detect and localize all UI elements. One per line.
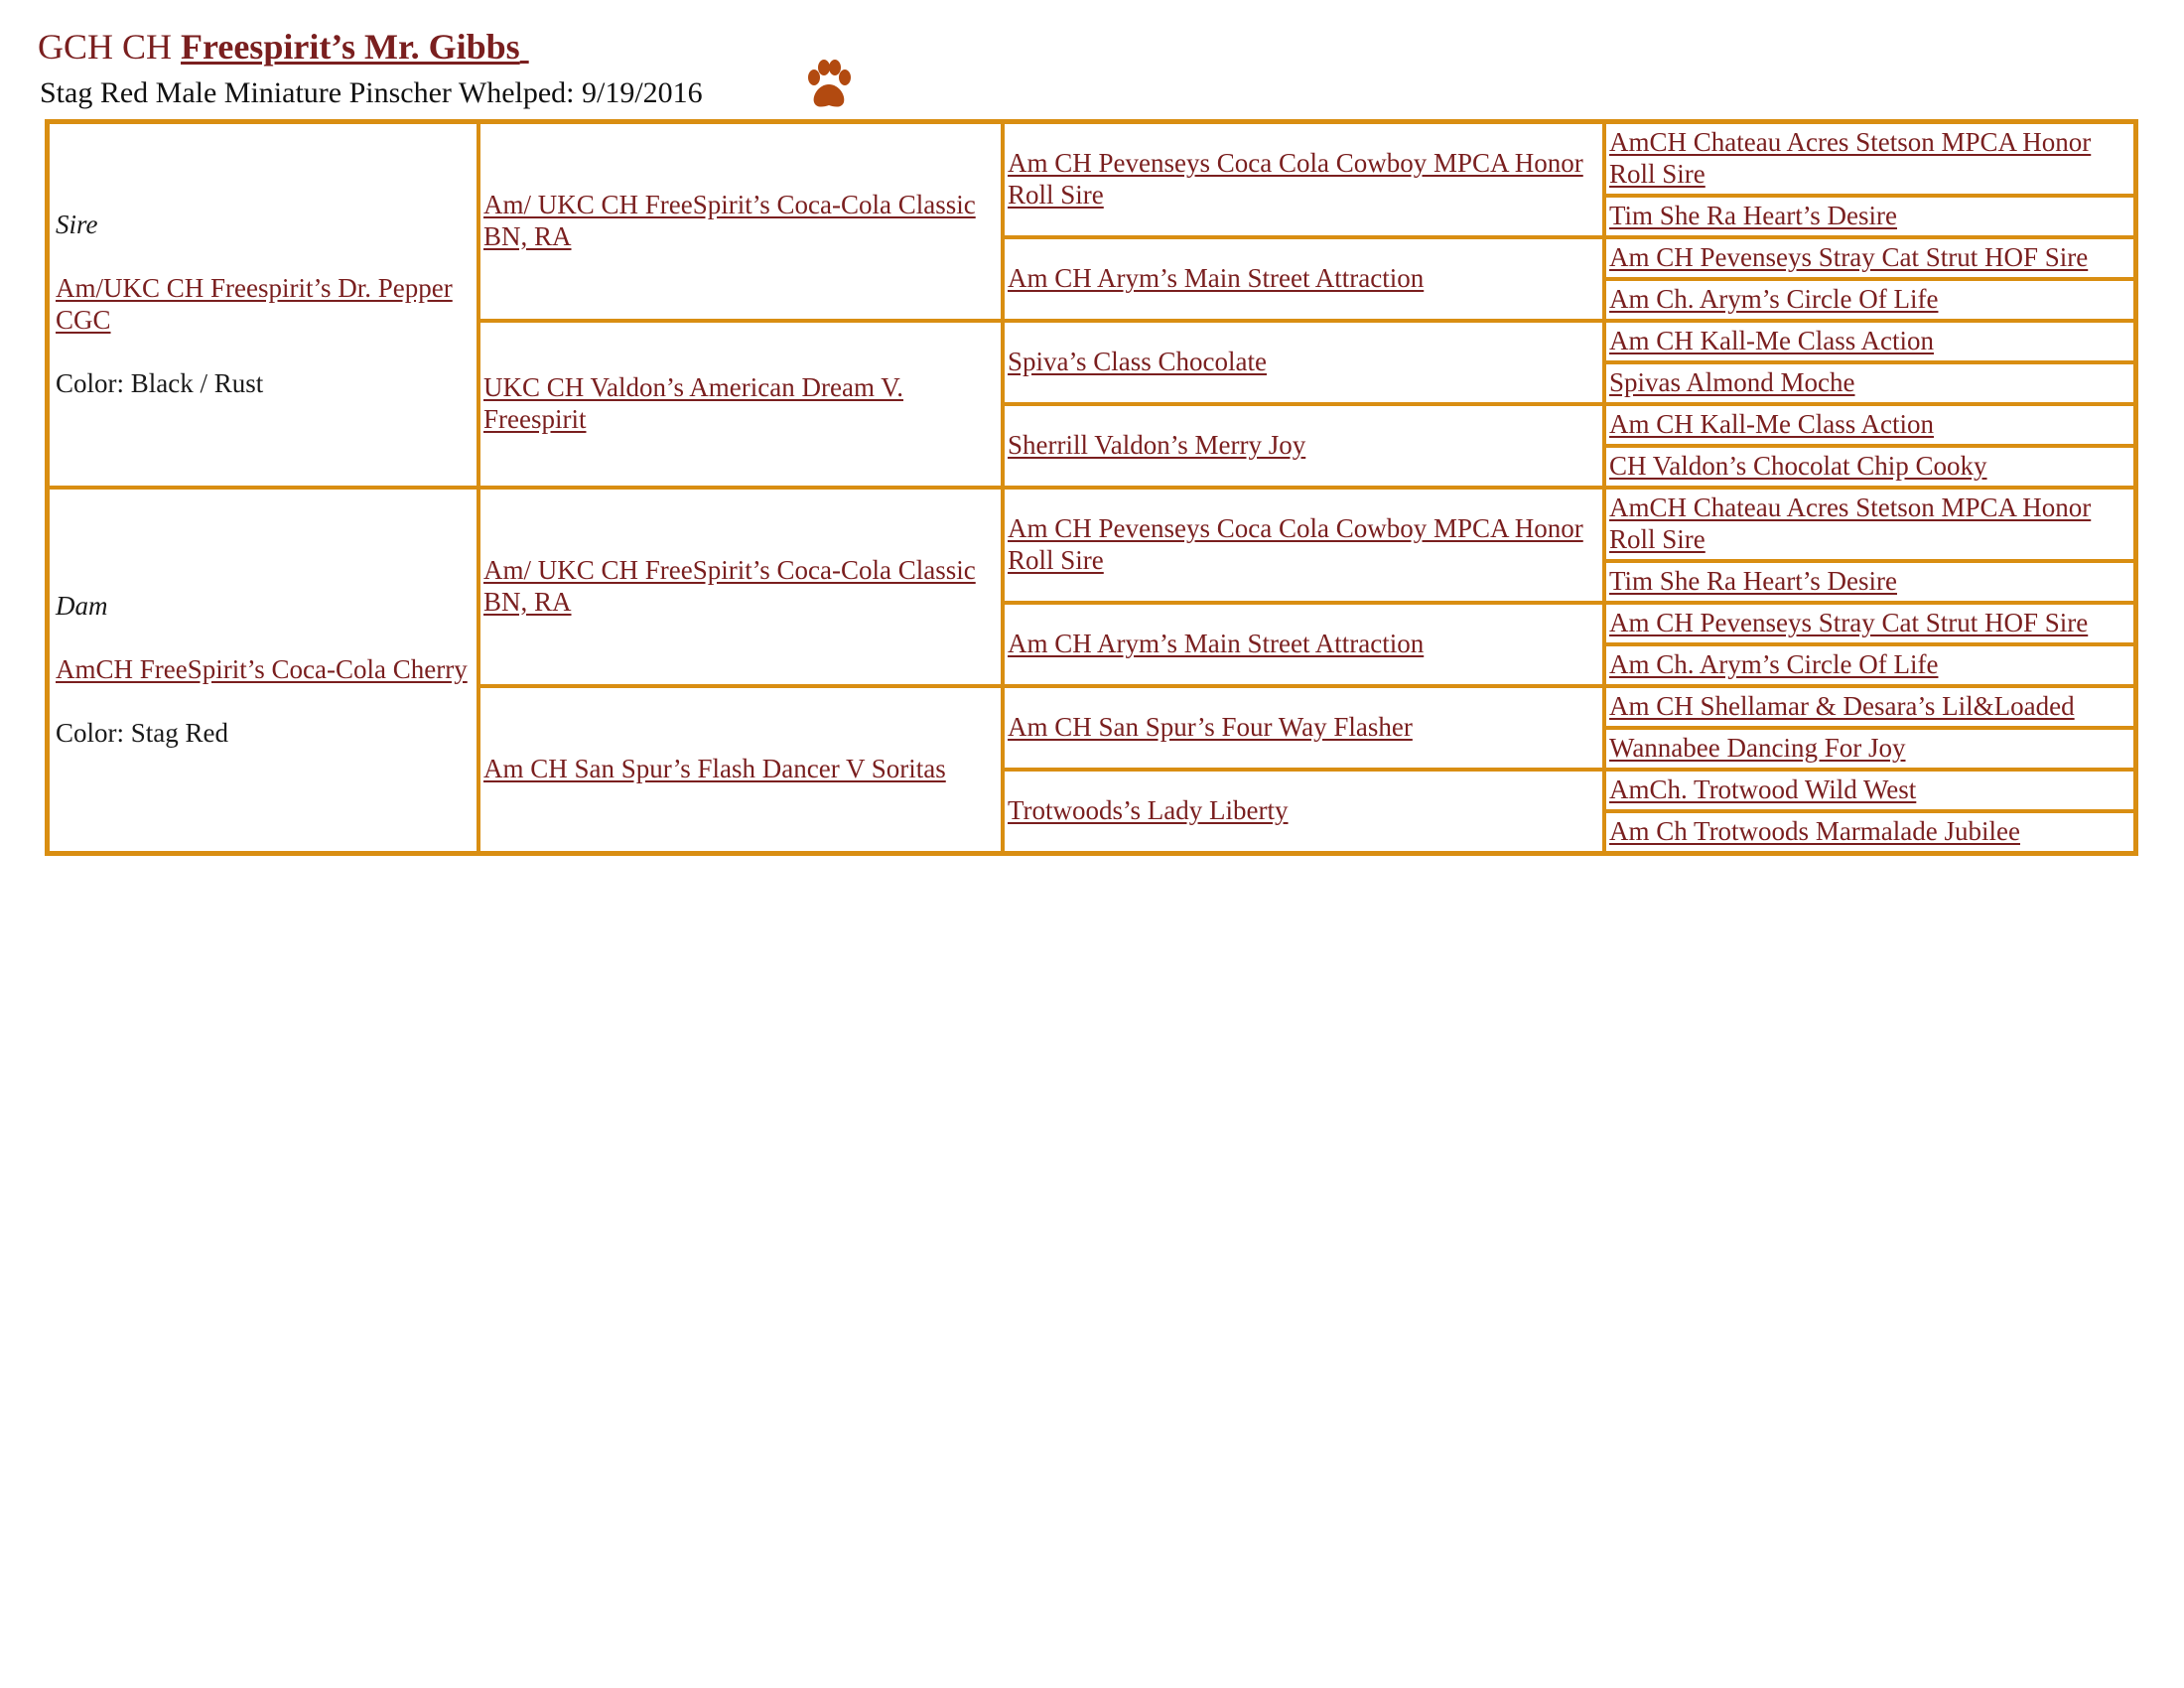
dam-sire-cell: [478, 488, 1003, 686]
g4-cell: [1604, 811, 2135, 853]
dam-cell: [48, 488, 478, 853]
g4-link-1[interactable]: AmCH Chateau Acres Stetson MPCA Honor Roll Sire: [1609, 127, 2092, 189]
g4-link-16[interactable]: Am Ch Trotwoods Marmalade Jubilee: [1609, 816, 2020, 846]
sire-sire-sire-link[interactable]: Am CH Pevenseys Coca Cola Cowboy MPCA Honor Roll Sire: [1008, 148, 1583, 210]
sire-label: Sire: [56, 210, 98, 239]
sire-dam-dam-link[interactable]: Sherrill Valdon’s Merry Joy: [1008, 430, 1306, 460]
g4-link-4[interactable]: Am Ch. Arym’s Circle Of Life: [1609, 284, 1939, 314]
dam-dam-link[interactable]: Am CH San Spur’s Flash Dancer V Soritas: [483, 754, 946, 783]
sire-dam-dam-cell: [1003, 404, 1604, 488]
title-underline-tail: [520, 27, 529, 67]
g4-cell: [1604, 362, 2135, 404]
g4-link-9[interactable]: AmCH Chateau Acres Stetson MPCA Honor Roll Sire: [1609, 492, 2092, 554]
g4-cell: [1604, 279, 2135, 321]
pedigree-table: [45, 119, 2138, 856]
dog-name: Freespirit’s Mr. Gibbs: [181, 27, 520, 67]
sire-sire-sire-cell: [1003, 122, 1604, 237]
g4-cell: [1604, 603, 2135, 644]
sire-dam-sire-cell: [1003, 321, 1604, 404]
g4-cell: [1604, 196, 2135, 237]
sire-dam-cell: [478, 321, 1003, 488]
dam-dam-sire-link[interactable]: Am CH San Spur’s Four Way Flasher: [1008, 712, 1413, 742]
dam-sire-sire-cell: [1003, 488, 1604, 603]
g4-cell: [1604, 122, 2135, 196]
g4-link-5[interactable]: Am CH Kall-Me Class Action: [1609, 326, 1934, 355]
title-prefix: GCH CH: [38, 27, 182, 67]
dam-sire-sire-link[interactable]: Am CH Pevenseys Coca Cola Cowboy MPCA Honor Roll Sire: [1008, 513, 1583, 575]
dam-sire-dam-cell: [1003, 603, 1604, 686]
g4-link-13[interactable]: Am CH Shellamar & Desara’s Lil&Loaded: [1609, 691, 2075, 721]
g4-cell: [1604, 561, 2135, 603]
g4-cell: [1604, 770, 2135, 811]
dam-dam-sire-cell: [1003, 686, 1604, 770]
g4-link-11[interactable]: Am CH Pevenseys Stray Cat Strut HOF Sire: [1609, 608, 2089, 637]
g4-link-12[interactable]: Am Ch. Arym’s Circle Of Life: [1609, 649, 1939, 679]
g4-cell: [1604, 644, 2135, 686]
sire-sire-dam-cell: [1003, 237, 1604, 321]
dam-color: Color: Stag Red: [56, 718, 228, 748]
dam-dam-cell: [478, 686, 1003, 853]
g4-link-3[interactable]: Am CH Pevenseys Stray Cat Strut HOF Sire: [1609, 242, 2089, 272]
g4-cell: [1604, 728, 2135, 770]
sire-sire-dam-link[interactable]: Am CH Arym’s Main Street Attraction: [1008, 263, 1425, 293]
dam-dam-dam-cell: [1003, 770, 1604, 853]
g4-cell: [1604, 321, 2135, 362]
g4-link-14[interactable]: Wannabee Dancing For Joy: [1609, 733, 1906, 763]
g4-cell: [1604, 446, 2135, 488]
sire-color: Color: Black / Rust: [56, 368, 264, 398]
g4-link-2[interactable]: Tim She Ra Heart’s Desire: [1609, 201, 1897, 230]
dam-dam-dam-link[interactable]: Trotwoods’s Lady Liberty: [1008, 795, 1289, 825]
g4-cell: [1604, 488, 2135, 561]
dam-sire-link[interactable]: Am/ UKC CH FreeSpirit’s Coca-Cola Classic BN, RA: [483, 555, 976, 617]
sire-sire-link[interactable]: Am/ UKC CH FreeSpirit’s Coca-Cola Classic BN, RA: [483, 190, 976, 251]
sire-sire-cell: [478, 122, 1003, 321]
sire-dam-link[interactable]: UKC CH Valdon’s American Dream V. Freespirit: [483, 372, 903, 434]
sire-dam-sire-link[interactable]: Spiva’s Class Chocolate: [1008, 347, 1267, 376]
dog-details: Stag Red Male Miniature Pinscher Whelped: 9/19/2016: [40, 76, 703, 109]
sire-name-link[interactable]: Am/UKC CH Freespirit’s Dr. Pepper CGC: [56, 273, 453, 335]
dam-sire-dam-link[interactable]: Am CH Arym’s Main Street Attraction: [1008, 629, 1425, 658]
g4-link-7[interactable]: Am CH Kall-Me Class Action: [1609, 409, 1934, 439]
dam-name-link[interactable]: AmCH FreeSpirit’s Coca-Cola Cherry: [56, 654, 468, 684]
g4-cell: [1604, 237, 2135, 279]
g4-link-15[interactable]: AmCh. Trotwood Wild West: [1609, 774, 1917, 804]
paw-print-icon: [804, 58, 854, 113]
sire-cell: [48, 122, 478, 488]
g4-link-8[interactable]: CH Valdon’s Chocolat Chip Cooky: [1609, 451, 1987, 481]
g4-cell: [1604, 686, 2135, 728]
page-title: [38, 26, 529, 68]
dam-label: Dam: [56, 591, 108, 621]
g4-cell: [1604, 404, 2135, 446]
g4-link-10[interactable]: Tim She Ra Heart’s Desire: [1609, 566, 1897, 596]
g4-link-6[interactable]: Spivas Almond Moche: [1609, 367, 1855, 397]
